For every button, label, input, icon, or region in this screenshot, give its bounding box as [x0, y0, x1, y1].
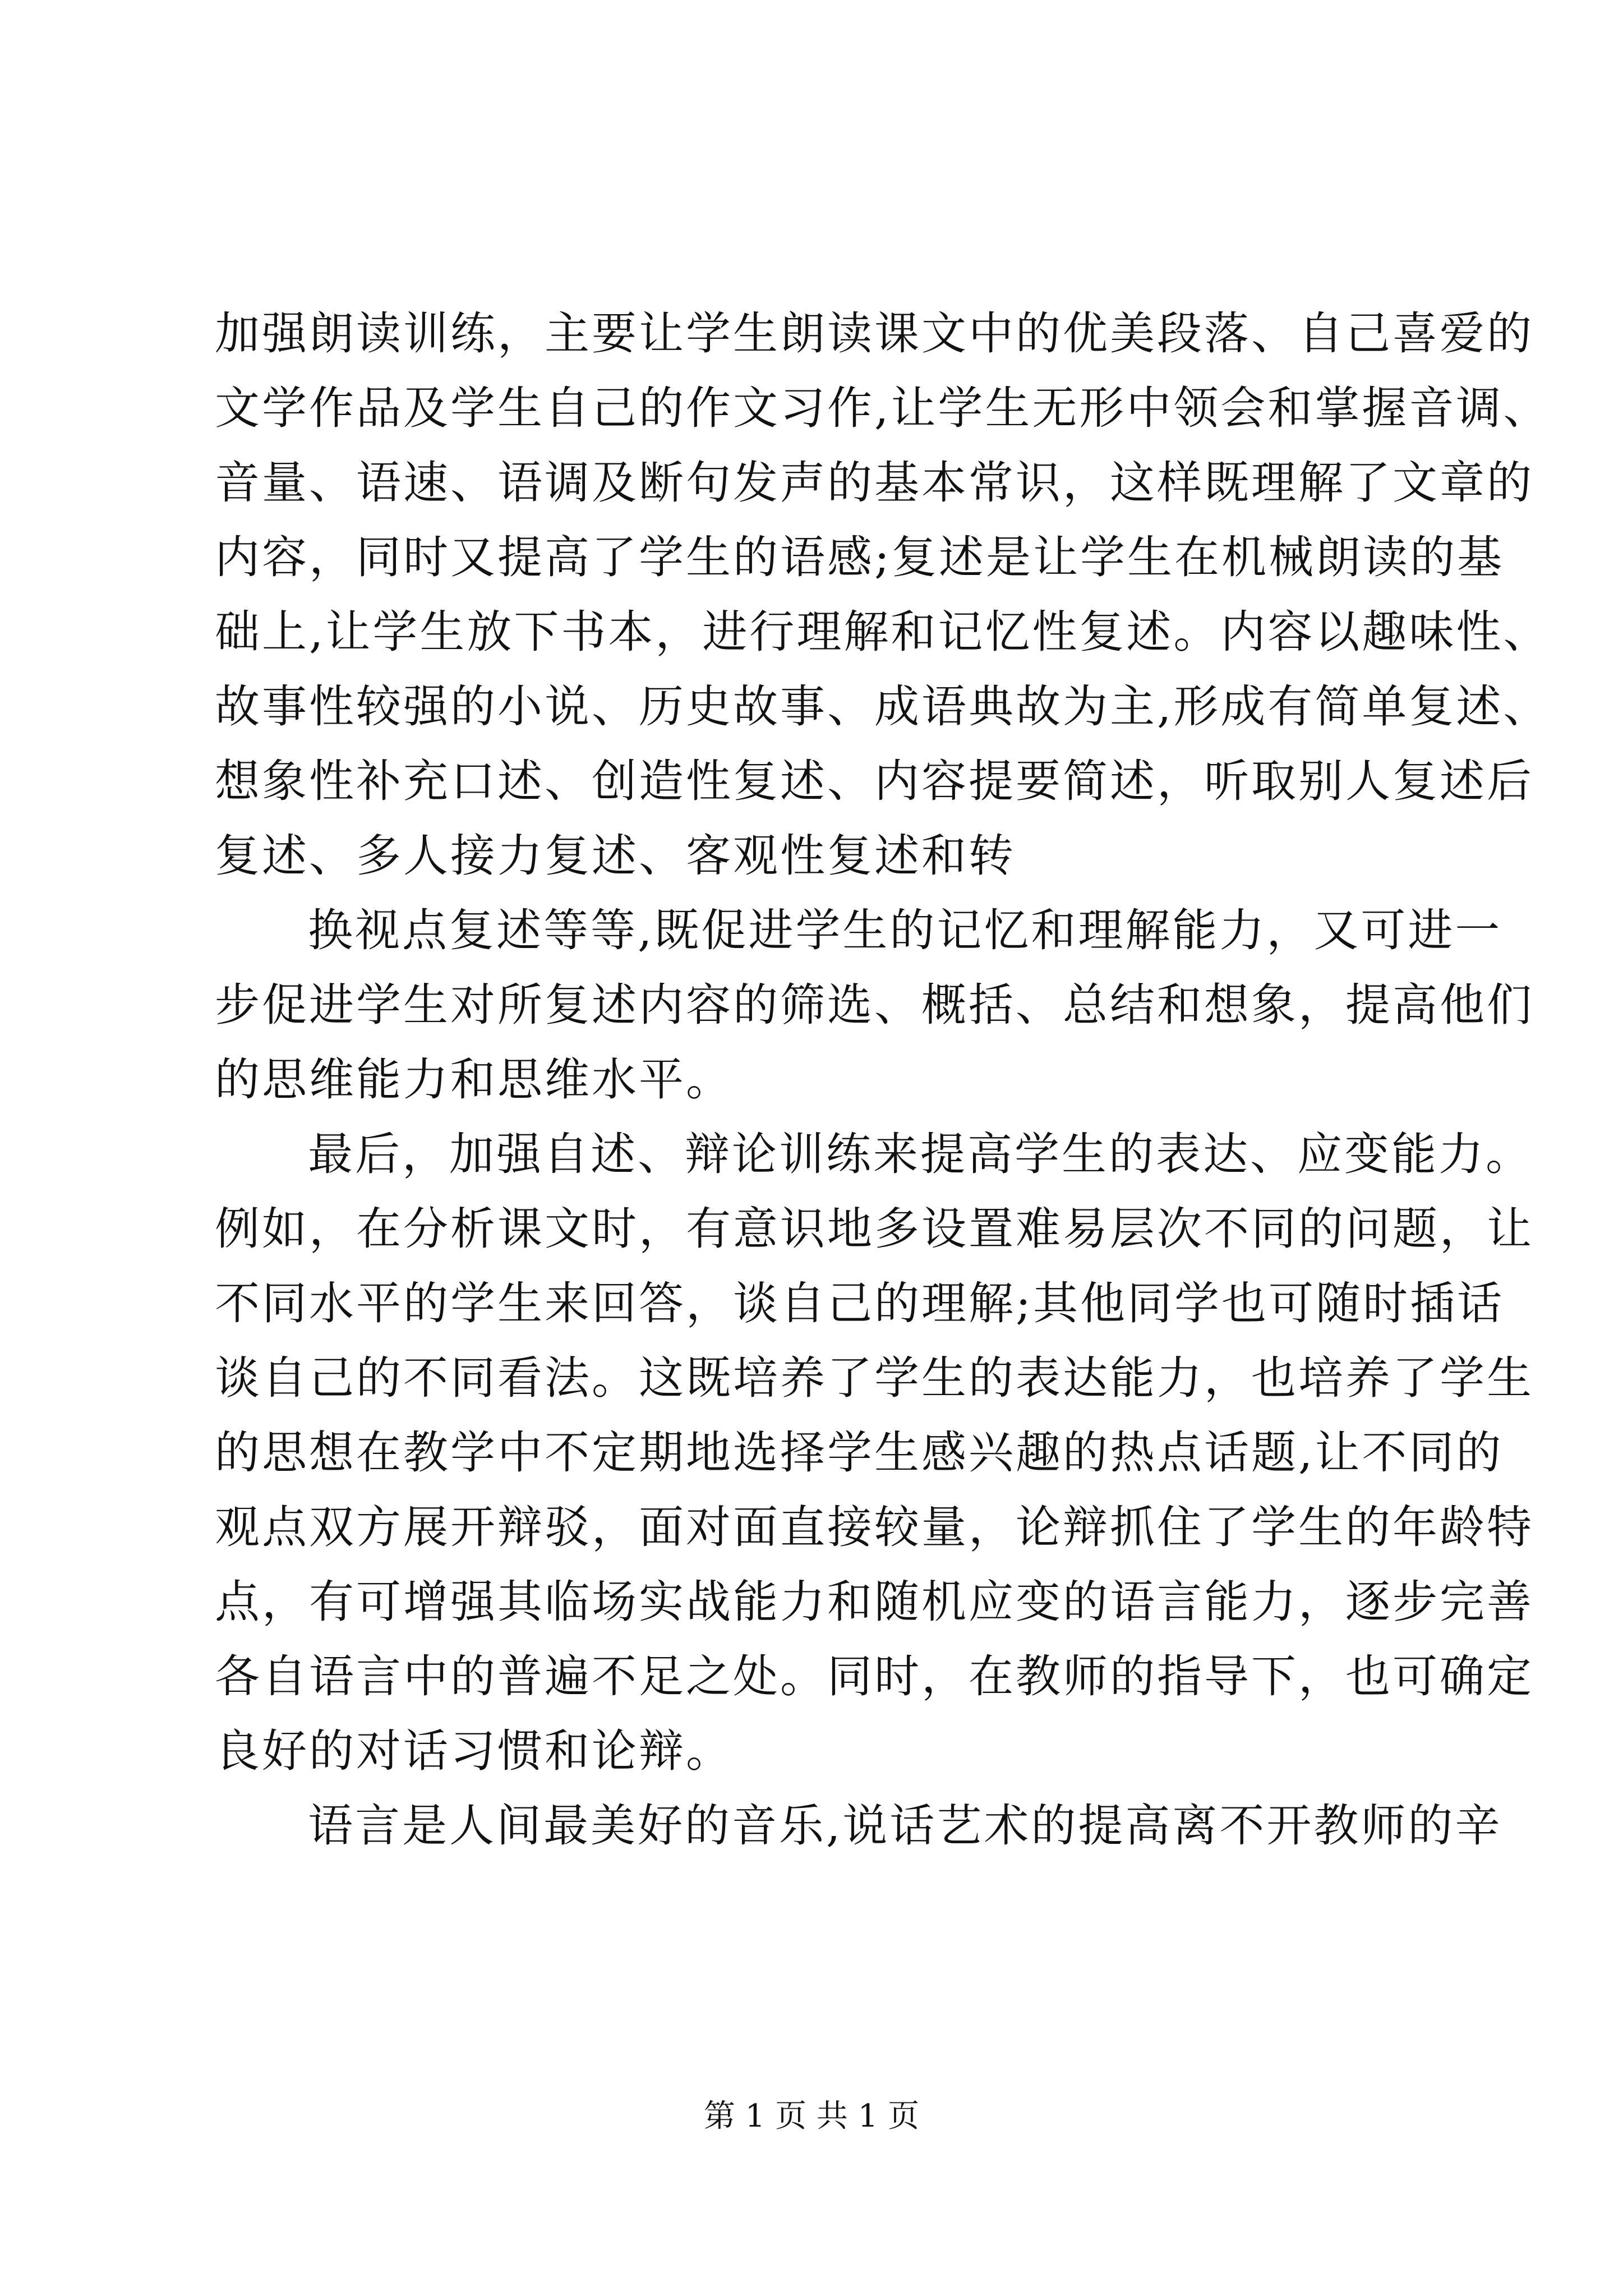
text-line: 观点双方展开辩驳，面对面直接较量，论辩抓住了学生的年龄特 [215, 1501, 1534, 1553]
text-line: 各自语言中的普遍不足之处。同时，在教师的指导下，也可确定 [215, 1650, 1534, 1703]
paragraph-start-line: 语言是人间最美好的音乐,说话艺术的提高离不开教师的辛 [308, 1800, 1502, 1852]
text-line: 点，有可增强其临场实战能力和随机应变的语言能力，逐步完善 [215, 1576, 1534, 1628]
paragraph-start-line: 最后，加强自述、辩论训练来提高学生的表达、应变能力。 [308, 1128, 1533, 1180]
text-line: 例如，在分析课文时，有意识地多设置难易层次不同的问题，让 [215, 1203, 1534, 1255]
text-line: 不同水平的学生来回答，谈自己的理解;其他同学也可随时插话 [215, 1277, 1504, 1329]
text-line: 良好的对话习惯和论辩。 [215, 1725, 733, 1777]
text-line: 的思想在教学中不定期地选择学生感兴趣的热点话题,让不同的 [215, 1427, 1504, 1479]
text-line: 想象性补充口述、创造性复述、内容提要简述，听取别人复述后 [215, 755, 1534, 807]
text-line: 的思维能力和思维水平。 [215, 1053, 733, 1106]
text-line: 加强朗读训练，主要让学生朗读课文中的优美段落、自己喜爱的 [215, 307, 1534, 360]
page-footer: 第 1 页 共 1 页 [703, 2098, 920, 2134]
text-line: 复述、多人接力复述、客观性复述和转 [215, 830, 1016, 882]
text-line: 故事性较强的小说、历史故事、成语典故为主,形成有简单复述、 [215, 680, 1551, 733]
text-line: 础上,让学生放下书本，进行理解和记忆性复述。内容以趣味性、 [215, 606, 1551, 658]
text-line: 谈自己的不同看法。这既培养了学生的表达能力，也培养了学生 [215, 1352, 1534, 1404]
text-line: 音量、语速、语调及断句发声的基本常识，这样既理解了文章的 [215, 457, 1534, 509]
paragraph-start-line: 换视点复述等等,既促进学生的记忆和理解能力，又可进一 [308, 904, 1502, 956]
text-line: 内容，同时又提高了学生的语感;复述是让学生在机械朗读的基 [215, 531, 1504, 583]
text-line: 文学作品及学生自己的作文习作,让学生无形中领会和掌握音调、 [215, 382, 1551, 434]
text-line: 步促进学生对所复述内容的筛选、概括、总结和想象，提高他们 [215, 979, 1534, 1031]
document-body [215, 296, 1551, 1863]
